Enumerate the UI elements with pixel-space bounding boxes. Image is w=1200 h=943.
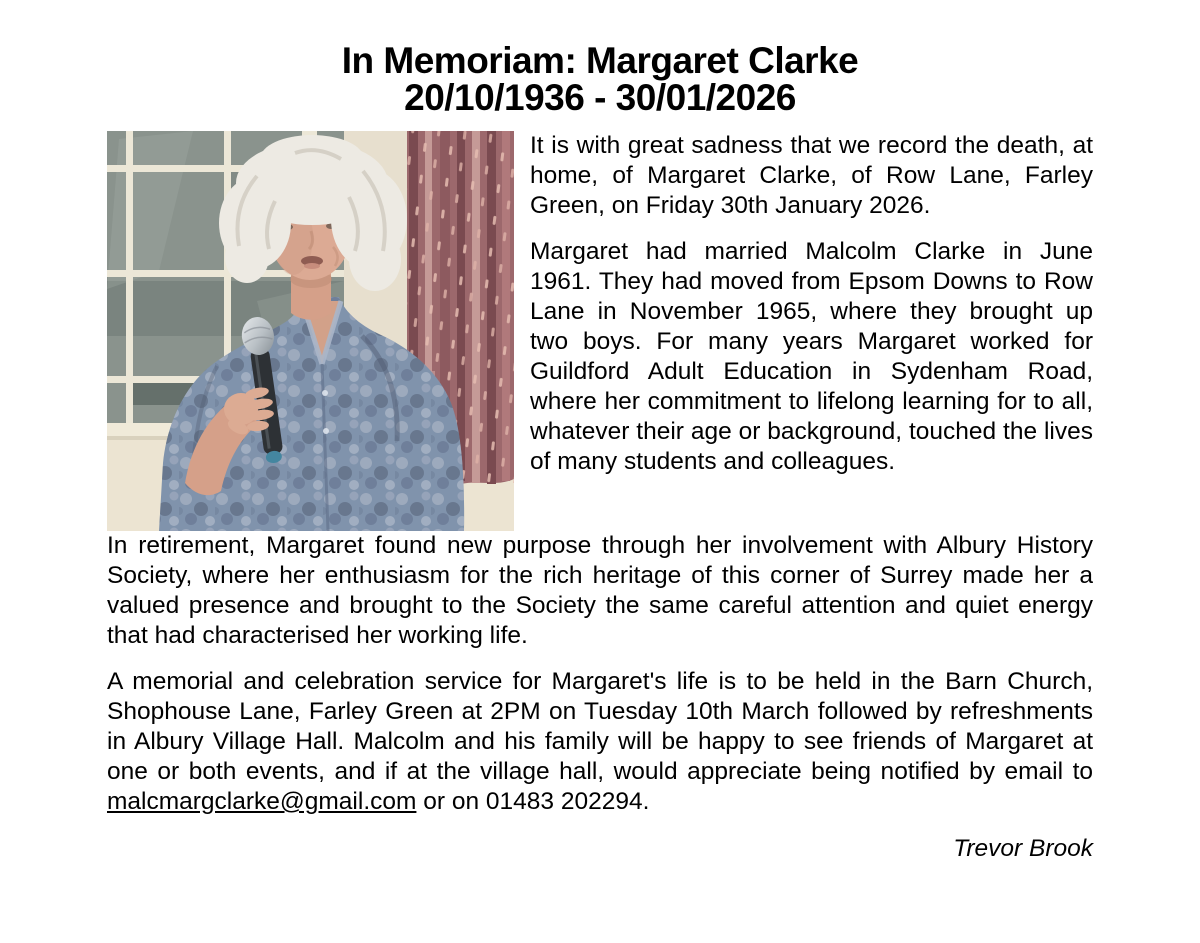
paragraph-death-notice: It is with great sadness that we record the death, at home, of Margaret Clarke, of Row Lane, Farley Green, on Friday 30th January 2026.: [530, 132, 1093, 219]
document-header: [107, 42, 1093, 116]
memorial-text-before-email: A memorial and celebration service for Margaret's life is to be held in the Barn Church, Shophouse Lane, Farley Green at 2PM on Tuesday 10th March followed by refreshments in Albury Village Hall. Malcolm and his family will be happy to see friends of Margaret at one or both events, and if at the village hall, would appreciate being notified by email to: [107, 668, 1093, 785]
page-title: In Memoriam: Margaret Clarke: [341, 40, 859, 81]
top-section: [107, 131, 1093, 531]
memoriam-photo: [107, 131, 514, 531]
memoriam-photo-illustration: [107, 131, 514, 531]
paragraph-memorial-service: [107, 667, 1093, 817]
email-link[interactable]: malcmargclarke@gmail.com: [107, 788, 417, 815]
intro-text-column: [530, 131, 1093, 477]
memorial-text-after-email: or on 01483 202294.: [416, 788, 650, 815]
title-dates: 20/10/1936 - 30/01/2026: [404, 77, 796, 118]
paragraph-biography: Margaret had married Malcolm Clarke in June 1961. They had moved from Epsom Downs to Row Lane in November 1965, where they brought up two boys. For many years Margaret worked for Guildford Adult Education in Sydenham Road, where her commitment to lifelong learning for to all, whatever their age or background, touched the lives of many students and colleagues.: [530, 238, 1093, 475]
signature: Trevor Brook: [953, 835, 1093, 862]
paragraph-retirement: In retirement, Margaret found new purpose through her involvement with Albury History Society, where her enthusiasm for the rich heritage of this corner of Surrey made her a valued presence and brought to the Society the same careful attention and quiet energy that had characterised her working life.: [107, 532, 1093, 649]
